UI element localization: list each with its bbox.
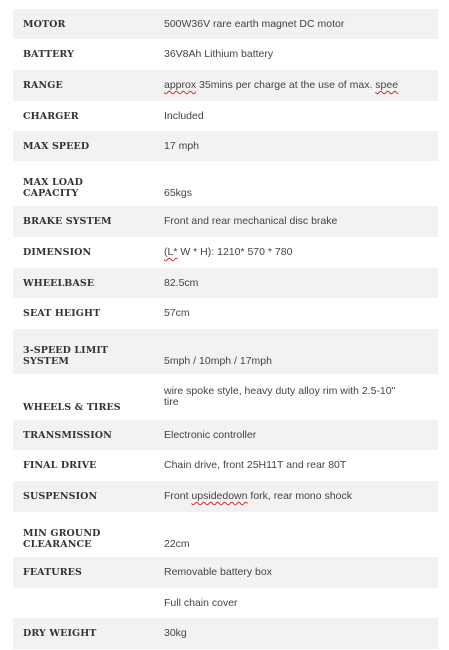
spec-label: WHEELBASE	[13, 268, 164, 298]
spec-row-3-speed-limit-system	[13, 329, 438, 374]
spec-value: 82.5cm	[164, 268, 438, 298]
spec-value: Removable battery box	[164, 557, 438, 588]
spelling-flag: approx	[164, 79, 197, 91]
spec-value: 17 mph	[164, 131, 438, 161]
spelling-flag: upsidedown	[191, 490, 248, 502]
spec-row-motor	[13, 9, 438, 39]
spec-value: Front and rear mechanical disc brake	[164, 206, 438, 237]
spec-value	[164, 237, 438, 268]
spec-label: MOTOR	[13, 9, 164, 39]
spelling-flag: (L*	[164, 246, 178, 258]
spec-row-battery	[13, 39, 438, 70]
spec-label-line: 3-SPEED LIMIT	[23, 345, 109, 356]
spec-value: 57cm	[164, 298, 438, 329]
spec-value: Electronic controller	[164, 420, 438, 450]
spec-value: Chain drive, front 25H11T and rear 80T	[164, 450, 438, 481]
spec-row-range	[13, 70, 438, 101]
spec-label-line: CLEARANCE	[23, 539, 92, 550]
spec-value-text: W * H): 1210* 570 * 780	[177, 246, 293, 258]
spec-row-dimension	[13, 237, 438, 268]
spec-value	[164, 70, 438, 101]
spec-label: TRANSMISSION	[13, 420, 164, 450]
spec-row-features-continued	[13, 588, 438, 618]
spec-value-line: tire	[164, 396, 179, 408]
spec-row-max-load-capacity	[13, 161, 438, 206]
spec-value: Included	[164, 101, 438, 131]
spec-row-features	[13, 557, 438, 588]
spec-value-line: wire spoke style, heavy duty alloy rim with 2.5-10"	[164, 385, 396, 397]
spec-label	[13, 329, 164, 374]
spec-label	[13, 512, 164, 557]
spec-label: BRAKE SYSTEM	[13, 206, 164, 237]
spec-row-wheelbase	[13, 268, 438, 298]
spec-label-line: MAX LOAD	[23, 177, 83, 188]
spec-row-suspension	[13, 481, 438, 512]
spec-label: SUSPENSION	[13, 481, 164, 512]
spec-value: Full chain cover	[164, 588, 438, 618]
spec-label: RANGE	[13, 70, 164, 101]
spec-value: 22cm	[164, 512, 438, 557]
spec-label: WHEELS & TIRES	[13, 374, 164, 420]
spec-row-transmission	[13, 420, 438, 450]
spec-row-dry-weight	[13, 618, 438, 649]
spec-label-line: MIN GROUND	[23, 528, 101, 539]
spec-label-line: SYSTEM	[23, 356, 69, 367]
spec-label: CHARGER	[13, 101, 164, 131]
spec-value: 30kg	[164, 618, 438, 649]
spec-label: DIMENSION	[13, 237, 164, 268]
spec-row-charger	[13, 101, 438, 131]
spec-value: 65kgs	[164, 161, 438, 206]
spec-label	[13, 161, 164, 206]
spec-value	[164, 481, 438, 512]
spec-table	[13, 9, 438, 649]
spec-label: MAX SPEED	[13, 131, 164, 161]
spec-row-brake-system	[13, 206, 438, 237]
spec-label: BATTERY	[13, 39, 164, 70]
spec-value: 36V8Ah Lithium battery	[164, 39, 438, 70]
spec-value-text: fork, rear mono shock	[247, 490, 352, 502]
spec-label: SEAT HEIGHT	[13, 298, 164, 329]
spec-label: FINAL DRIVE	[13, 450, 164, 481]
spec-row-wheels-tires	[13, 374, 438, 420]
spec-label	[13, 588, 164, 618]
spec-value: 500W36V rare earth magnet DC motor	[164, 9, 438, 39]
spec-row-seat-height	[13, 298, 438, 329]
spec-value: 5mph / 10mph / 17mph	[164, 329, 438, 374]
spec-row-final-drive	[13, 450, 438, 481]
spec-value-text: Front	[164, 490, 192, 502]
spec-label: FEATURES	[13, 557, 164, 588]
spec-label: DRY WEIGHT	[13, 618, 164, 649]
spec-value	[164, 374, 438, 420]
spec-value-text: 35mins per charge at the use of max.	[196, 79, 376, 91]
spec-row-max-speed	[13, 131, 438, 161]
spec-row-min-ground-clearance	[13, 512, 438, 557]
spelling-flag: spee	[375, 79, 399, 91]
spec-label-line: CAPACITY	[23, 188, 79, 199]
